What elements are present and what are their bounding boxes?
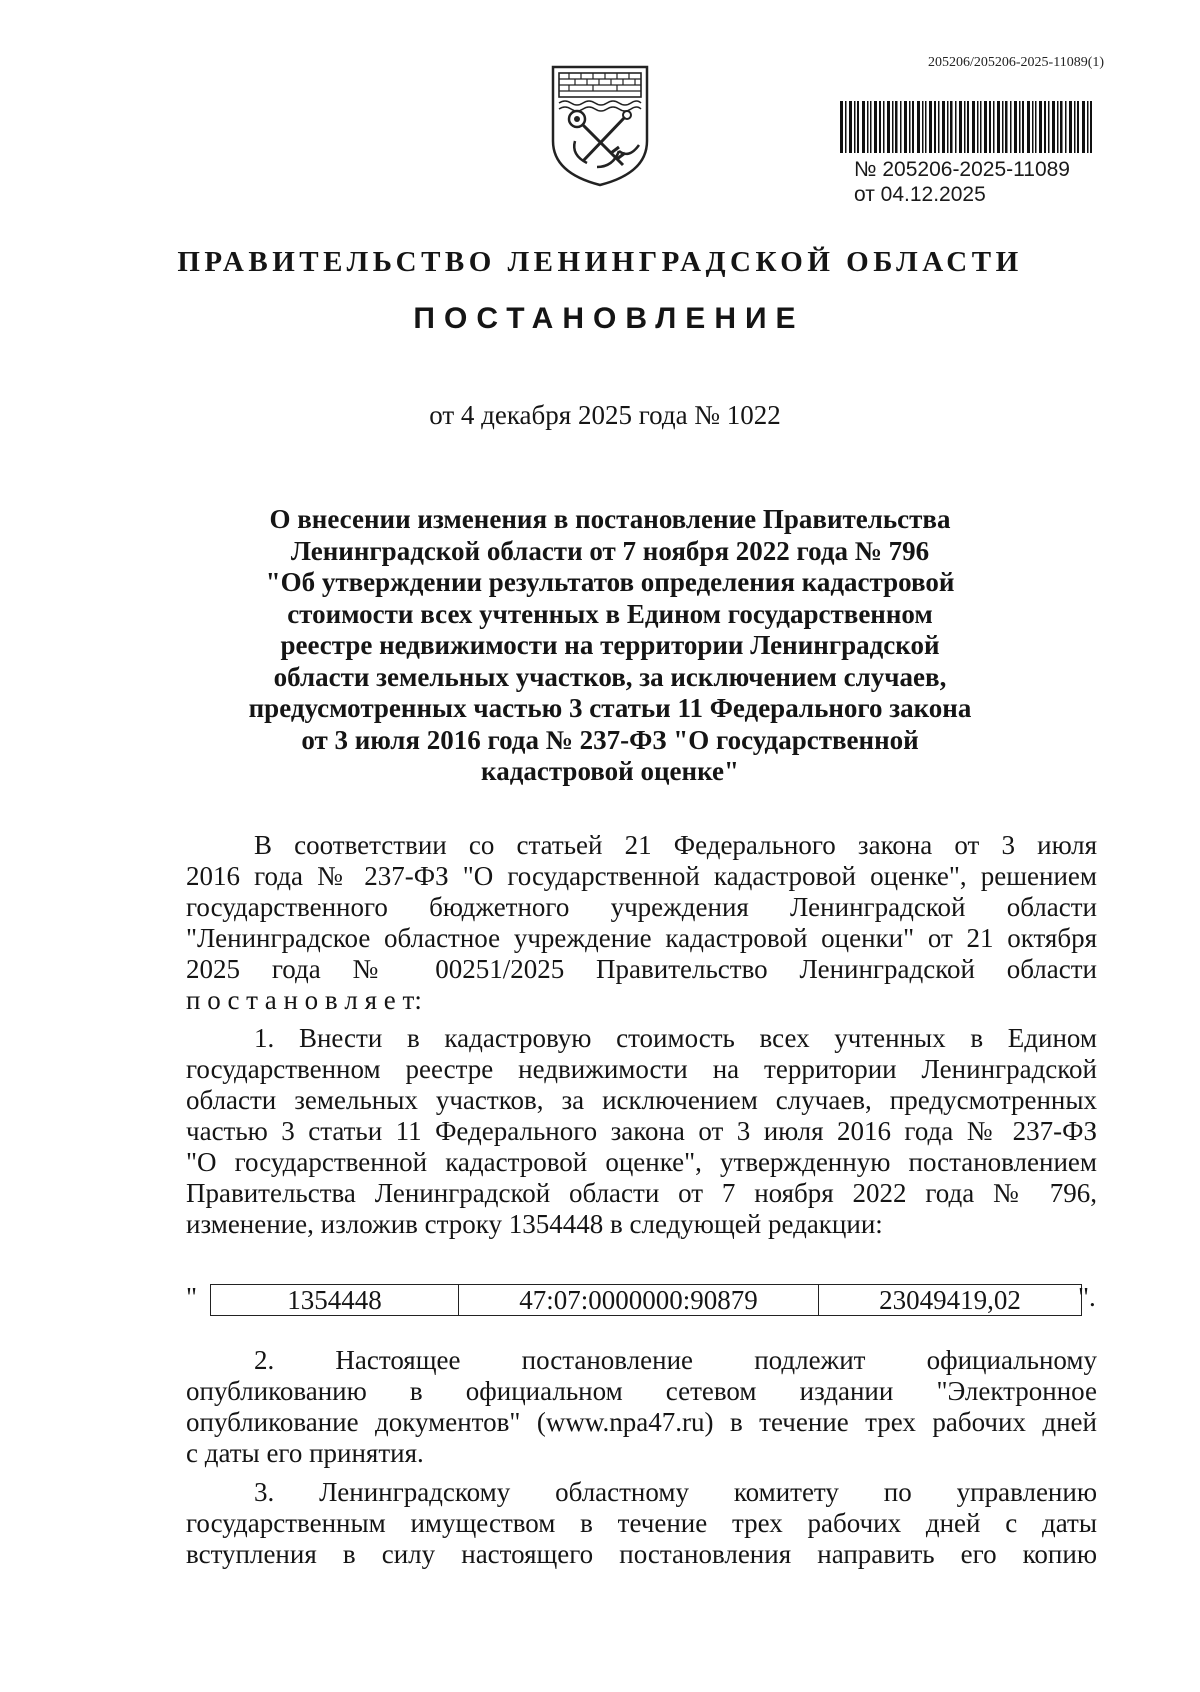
heading-line: области земельных участков, за исключением случаев, — [273, 661, 947, 692]
registration-date: от 04.12.2025 — [854, 183, 986, 206]
document-date-number: от 4 декабря 2025 года № 1022 — [429, 400, 781, 430]
document-id: 205206/205206-2025-11089(1) — [928, 55, 1105, 70]
text-line: с даты его принятия. — [186, 1438, 424, 1468]
heading-line: О внесении изменения в постановление Правительства — [269, 504, 951, 534]
item-2-paragraph — [186, 1345, 1097, 1469]
registration-number: № 205206-2025-11089 — [854, 158, 1070, 181]
heading-line: кадастровой оценке" — [481, 756, 739, 786]
text-line: опубликование документов" (www.npa47.ru) в течение трех рабочих дней — [186, 1407, 1097, 1437]
document-type: ПОСТАНОВЛЕНИЕ — [413, 302, 805, 335]
heading-line: "Об утверждении результатов определения кадастровой — [265, 567, 955, 597]
text-line: 1. Внести в кадастровую стоимость всех учтенных в Едином — [254, 1023, 1097, 1053]
open-quote: " — [186, 1282, 198, 1312]
row-number-cell: 1354448 — [211, 1285, 459, 1316]
text-line: вступления в силу настоящего постановления направить его копию — [186, 1539, 1097, 1569]
coat-of-arms-icon — [549, 63, 651, 189]
registration-stamp — [854, 157, 1070, 207]
cadastral-table — [186, 1282, 1097, 1318]
heading-line: стоимости всех учтенных в Едином государственном — [287, 598, 933, 629]
heading-line: от 3 июля 2016 года № 237-ФЗ "О государственной — [301, 724, 919, 755]
document-heading — [240, 504, 980, 788]
heading-line: реестре недвижимости на территории Ленинградской — [280, 630, 940, 660]
text-line: частью 3 статьи 11 Федерального закона от 3 июля 2016 года № 237-ФЗ — [186, 1116, 1097, 1146]
text-line: "Ленинградское областное учреждение кадастровой оценки" от 21 октября — [186, 923, 1097, 953]
text-line: В соответствии со статьей 21 Федерального закона от 3 июля — [254, 830, 1097, 860]
text-line: опубликованию в официальном сетевом издании "Электронное — [186, 1376, 1097, 1406]
text-line: 2025 года № 00251/2025 Правительство Ленинградской области — [186, 954, 1097, 984]
text-line: 3. Ленинградскому областному комитету по управлению — [254, 1477, 1097, 1507]
text-line: государственного бюджетного учреждения Ленинградской области — [186, 892, 1097, 922]
text-line: изменение, изложив строку 1354448 в следующей редакции: — [186, 1209, 883, 1239]
text-line: области земельных участков, за исключением случаев, предусмотренных — [186, 1085, 1097, 1115]
heading-line: Ленинградской области от 7 ноября 2022 года № 796 — [290, 535, 930, 566]
cadastral-value-cell: 23049419,02 — [819, 1285, 1082, 1316]
text-line: государственном реестре недвижимости на территории Ленинградской — [186, 1054, 1097, 1084]
cadastral-number-cell: 47:07:0000000:90879 — [459, 1285, 819, 1316]
item-1-paragraph — [186, 1023, 1097, 1240]
resolves-word: п о с т а н о в л я е т: — [186, 985, 422, 1015]
item-3-paragraph — [186, 1477, 1097, 1570]
text-line: Правительства Ленинградской области от 7 ноября 2022 года № 796, — [186, 1178, 1097, 1208]
text-line: "О государственной кадастровой оценке", утвержденную постановлением — [186, 1147, 1097, 1177]
preamble-paragraph — [186, 830, 1097, 1016]
text-line: 2016 года № 237-ФЗ "О государственной кадастровой оценке", решением — [186, 861, 1097, 891]
text-line: государственным имуществом в течение трех рабочих дней с даты — [186, 1508, 1097, 1538]
text-line: 2. Настоящее постановление подлежит официальному — [254, 1345, 1097, 1375]
table-row — [211, 1285, 1082, 1316]
barcode-icon — [840, 101, 1092, 153]
heading-line: предусмотренных частью 3 статьи 11 Федерального закона — [248, 693, 972, 723]
cadastral-table-grid — [210, 1284, 1082, 1316]
government-title: ПРАВИТЕЛЬСТВО ЛЕНИНГРАДСКОЙ ОБЛАСТИ — [177, 246, 1023, 278]
close-quote: ". — [1078, 1282, 1096, 1312]
